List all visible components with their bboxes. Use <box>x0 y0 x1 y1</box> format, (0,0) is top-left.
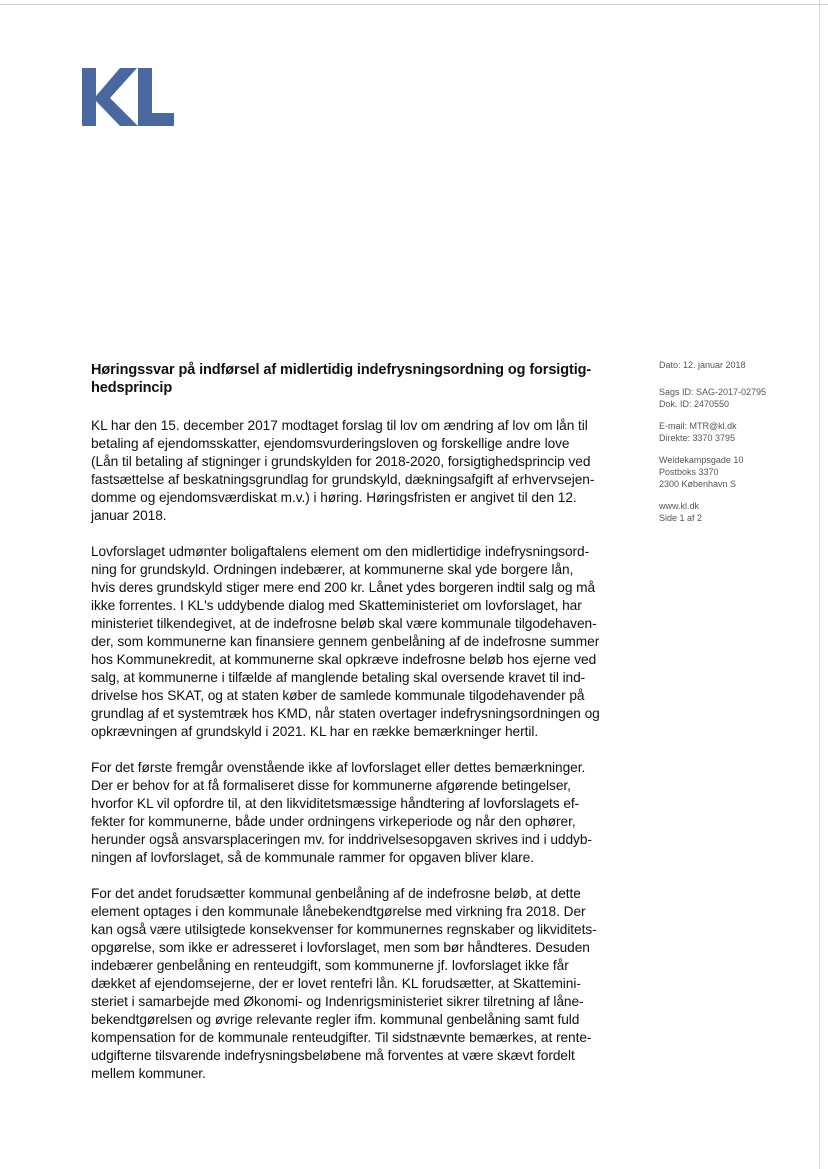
meta-direkte: Direkte: 3370 3795 <box>659 433 736 443</box>
paragraph-line: For det første fremgår ovenstående ikke af lovforslaget eller dettes bemærkninger. <box>91 760 586 775</box>
paragraph-line: kan også være utilsigtede konsekvenser for kommunernes regnskaber og likviditets- <box>91 922 597 937</box>
heading-line: hedsprincip <box>91 380 173 396</box>
meta-page-number: Side 1 af 2 <box>659 513 703 523</box>
paragraph-line: Lovforslaget udmønter boligaftalens element om den midlertidige indefrysningsord- <box>91 544 590 559</box>
paragraph-line: udgifterne tilsvarende indefrysningsbeløbene må forventes at være skævt fordelt <box>91 1048 575 1063</box>
meta-sags-id: Sags ID: SAG-2017-02795 <box>659 387 767 397</box>
paragraph-line: herunder også ansvarsplaceringen mv. for inddrivelsesopgaven skrives ind i uddyb- <box>91 832 592 847</box>
meta-contact-group <box>659 420 809 444</box>
paragraph-line: Der er behov for at få formaliseret disse for kommunerne afgørende betingelser, <box>91 778 571 793</box>
paragraph-line: ningen af lovforslaget, så de kommunale rammer for opgaven bliver klare. <box>91 850 534 865</box>
kl-logo <box>80 66 176 128</box>
meta-address-line: 2300 København S <box>659 479 737 489</box>
meta-dok-id: Dok. ID: 2470550 <box>659 399 730 409</box>
paragraph-line: steriet i samarbejde med Økonomi- og Indenrigsministeriet sikrer tilretning af låne- <box>91 994 584 1009</box>
paragraph-line: opgørelse, som ikke er adresseret i lovforslaget, men som bør håndteres. Desuden <box>91 940 590 955</box>
paragraph-line: dækket af ejendomsejerne, der er lovet rentefri lån. KL forudsætter, at Skattemini- <box>91 976 581 991</box>
paragraph-line: KL har den 15. december 2017 modtaget forslag til lov om ændring af lov om lån til <box>91 418 588 433</box>
paragraph-line: hvorfor KL vil opfordre til, at den likviditetsmæssige håndtering af lovforslagets ef- <box>91 796 580 811</box>
meta-address-group <box>659 454 809 490</box>
paragraph-line: salg, at kommunerne i tilfælde af manglende betaling skal oversende kravet til ind- <box>91 670 586 685</box>
paragraph-line: drivelse hos SKAT, og at staten køber de samlede kommunale tilgodehavender på <box>91 688 585 703</box>
body-paragraph <box>91 417 619 525</box>
paragraph-line: fekter for kommunerne, både under ordningens virkeperiode og når den ophører, <box>91 814 576 829</box>
paragraph-line: grundlag af et systemtræk hos KMD, når staten overtager indefrysningsordningen og <box>91 706 600 721</box>
paragraph-line: (Lån til betaling af stigninger i grundskylden for 2018-2020, forsigtighedsprincip ved <box>91 454 591 469</box>
paragraph-line: hvis deres grundskyld stiger mere end 200 kr. Lånet ydes borgeren indtil salg og må <box>91 580 596 595</box>
meta-web-group <box>659 500 809 524</box>
meta-email: E-mail: MTR@kl.dk <box>659 421 737 431</box>
letter-body <box>91 417 619 1101</box>
meta-ids-group <box>659 386 809 410</box>
page-top-edge <box>0 4 828 5</box>
meta-web: www.kl.dk <box>659 501 700 511</box>
paragraph-line: mellem kommuner. <box>91 1066 206 1081</box>
paragraph-line: kompensation for de kommunale renteudgifter. Til sidstnævnte bemærkes, at rente- <box>91 1030 592 1045</box>
meta-address-line: Weidekampsgade 10 <box>659 455 744 465</box>
body-paragraph <box>91 885 619 1083</box>
paragraph-line: fastsættelse af beskatningsgrundlag for grundskyld, dækningsafgift af erhvervsejen- <box>91 472 595 487</box>
paragraph-line: ministeriet tilkendegivet, at de indefrosne beløb skal være kommunale tilgodehaven- <box>91 616 597 631</box>
paragraph-line: ning for grundskyld. Ordningen indebærer, at kommunerne skal yde borgere lån, <box>91 562 574 577</box>
sidebar-metadata <box>659 359 809 534</box>
paragraph-line: opkrævningen af grundskyld i 2021. KL har en række bemærkninger hertil. <box>91 724 539 739</box>
meta-date-group <box>659 359 809 371</box>
paragraph-line: ikke forrentes. I KL's uddybende dialog med Skatteministeriet om lovforslaget, har <box>91 598 582 613</box>
page-right-edge <box>819 0 820 1169</box>
paragraph-line: For det andet forudsætter kommunal genbelåning af de indefrosne beløb, at dette <box>91 886 581 901</box>
paragraph-line: domme og ejendomsværdiskat m.v.) i høring. Høringsfristen er angivet til den 12. <box>91 490 577 505</box>
body-paragraph <box>91 543 619 741</box>
paragraph-line: indebærer genbelåning en renteudgift, som kommunerne jf. lovforslaget ikke får <box>91 958 569 973</box>
paragraph-line: element optages i den kommunale lånebekendtgørelse med virkning fra 2018. Der <box>91 904 586 919</box>
body-paragraph <box>91 759 619 867</box>
heading-line: Høringssvar på indførsel af midlertidig indefrysningsordning og forsigtig- <box>91 362 592 378</box>
paragraph-line: hos Kommunekredit, at kommunerne skal opkræve indefrosne beløb hos ejerne ved <box>91 652 597 667</box>
paragraph-line: betaling af ejendomsskatter, ejendomsvurderingsloven og forskellige andre love <box>91 436 570 451</box>
paragraph-line: januar 2018. <box>91 508 167 523</box>
document-heading <box>91 361 631 397</box>
paragraph-line: der, som kommunerne kan finansiere gennem genbelåning af de indefrosne summer <box>91 634 600 649</box>
meta-address-line: Postboks 3370 <box>659 467 719 477</box>
paragraph-line: bekendtgørelsen og øvrige relevante regler ifm. kommunal genbelåning samt fuld <box>91 1012 580 1027</box>
meta-date: Dato: 12. januar 2018 <box>659 360 746 370</box>
